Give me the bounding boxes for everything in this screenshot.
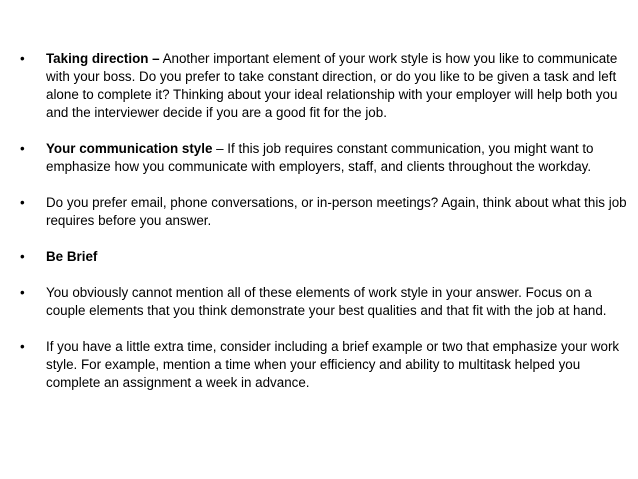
bullet-text: – If this job requires constant communication, you might want to emphasize how you communicate with employers, staff, and clients throughout the workday. bbox=[46, 141, 594, 174]
bullet-icon: • bbox=[20, 249, 25, 264]
bullet-item-communication-style bbox=[20, 140, 632, 176]
bullet-item-focus bbox=[20, 284, 632, 320]
bullet-icon: • bbox=[20, 339, 25, 354]
bullet-text: Do you prefer email, phone conversations, or in-person meetings? Again, think about what this job requires before you answer. bbox=[46, 195, 627, 228]
bullet-heading: Be Brief bbox=[46, 249, 98, 264]
bullet-item-taking-direction bbox=[20, 50, 632, 122]
bullet-item-extra-time bbox=[20, 338, 632, 392]
bullet-text: Another important element of your work style is how you like to communicate with your boss. Do you prefer to take constant direction, or do you like to be given a task and left alone to complete it? Thinking about your ideal relationship with your employer will help both you and the interviewer decide if you are a good fit for the job. bbox=[46, 51, 618, 120]
bullet-heading: Taking direction – bbox=[46, 51, 160, 66]
bullet-icon: • bbox=[20, 141, 25, 156]
bullet-icon: • bbox=[20, 195, 25, 210]
bullet-icon: • bbox=[20, 285, 25, 300]
bullet-item-be-brief bbox=[20, 248, 632, 266]
bullet-item-preferences bbox=[20, 194, 632, 230]
bullet-list bbox=[20, 50, 632, 410]
bullet-heading: Your communication style bbox=[46, 141, 213, 156]
bullet-text: You obviously cannot mention all of these elements of work style in your answer. Focus on a couple elements that you think demonstrate your best qualities and that fit with the job at hand. bbox=[46, 285, 607, 318]
bullet-text: If you have a little extra time, consider including a brief example or two that emphasize your work style. For example, mention a time when your efficiency and ability to multitask helped you complete an assignment a week in advance. bbox=[46, 339, 620, 390]
bullet-icon: • bbox=[20, 51, 25, 66]
